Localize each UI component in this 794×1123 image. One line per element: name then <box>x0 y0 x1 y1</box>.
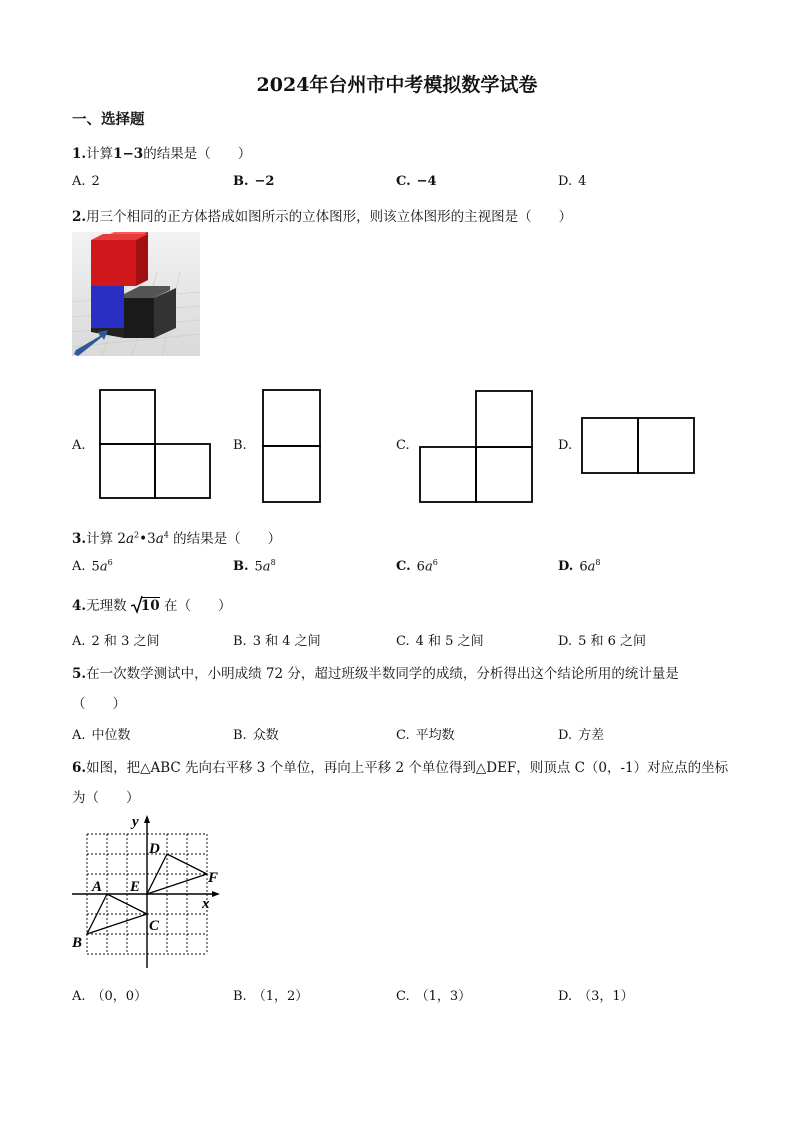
question-2 <box>72 205 572 225</box>
point-a-label: A <box>92 879 103 895</box>
q3-option-a[interactable]: A. $5a^6$ <box>72 558 113 575</box>
point-d-label: D <box>149 841 160 857</box>
math-expression: 1−3 <box>113 146 144 162</box>
q2-option-a-figure[interactable] <box>98 388 213 500</box>
q4-option-c[interactable]: C. 4 和 5 之间 <box>396 634 484 649</box>
q2-option-b-figure[interactable] <box>261 388 323 504</box>
q4-option-b[interactable]: B. 3 和 4 之间 <box>233 634 321 649</box>
point-f-label: F <box>208 870 219 886</box>
question-number: 1. <box>72 146 87 162</box>
section-heading: 一、选择题 <box>72 111 145 128</box>
q3-option-c[interactable]: C. $6a^6$ <box>396 558 438 575</box>
question-number: 2. <box>72 209 87 225</box>
coordinate-graph <box>70 812 230 972</box>
point-e-label: E <box>130 879 141 895</box>
page-title: 2024年台州市中考模拟数学试卷 <box>256 74 538 96</box>
q2-option-c-label[interactable]: C. <box>396 438 410 453</box>
q6-option-d[interactable]: D. （3，1） <box>558 989 634 1004</box>
question-5: 5.在一次数学测试中，小明成绩 72 分，超过班级半数同学的成绩，分析得出这个结论所用的统计量是 <box>72 666 679 682</box>
question-1 <box>72 142 251 162</box>
q2-option-a-label[interactable]: A. <box>72 438 86 453</box>
q5-option-d[interactable]: D. 方差 <box>558 728 605 743</box>
q2-option-d-label[interactable]: D. <box>558 438 573 453</box>
q1-option-b[interactable]: B. −2 <box>233 174 275 189</box>
q2-option-b-label[interactable]: B. <box>233 438 247 453</box>
sqrt-icon <box>131 596 143 614</box>
point-b-label: B <box>72 935 83 951</box>
q2-option-c-figure[interactable] <box>418 389 534 504</box>
question-text: 的结果是（ ） <box>143 146 252 162</box>
question-text: 用三个相同的正方体搭成如图所示的立体图形，则该立体图形的主视图是（ ） <box>86 209 573 225</box>
question-6-line2: 为（ ） <box>72 790 140 806</box>
point-c-label: C <box>149 918 160 934</box>
q4-option-a[interactable]: A. 2 和 3 之间 <box>72 634 160 649</box>
question-5-paren: （ ） <box>72 696 126 712</box>
cube-solid-image <box>72 232 200 356</box>
question-6: 6.如图，把△ABC 先向右平移 3 个单位，再向上平移 2 个单位得到△DEF，则顶点 C（0，-1）对应点的坐标 <box>72 760 729 776</box>
q1-option-d[interactable]: D. 4 <box>558 174 587 189</box>
y-axis-label: y <box>132 814 139 830</box>
sqrt-expression: 10 <box>131 598 160 614</box>
q5-option-c[interactable]: C. 平均数 <box>396 728 455 743</box>
question-4: 4.无理数 10 在（ ） <box>72 598 232 614</box>
q6-option-a[interactable]: A. （0，0） <box>72 989 148 1004</box>
question-text: 计算 <box>86 146 114 162</box>
q3-option-d[interactable]: D. $6a^8$ <box>558 558 601 575</box>
q4-option-d[interactable]: D. 5 和 6 之间 <box>558 634 647 649</box>
q1-option-c[interactable]: C. −4 <box>396 174 437 189</box>
q5-option-a[interactable]: A. 中位数 <box>72 728 131 743</box>
q3-option-b[interactable]: B. $5a^8$ <box>233 558 276 575</box>
x-axis-label: x <box>202 896 210 912</box>
q1-option-a[interactable]: A. 2 <box>72 174 100 189</box>
q2-option-d-figure[interactable] <box>580 416 696 475</box>
q5-option-b[interactable]: B. 众数 <box>233 728 279 743</box>
q6-option-c[interactable]: C. （1，3） <box>396 989 472 1004</box>
q6-option-b[interactable]: B. （1，2） <box>233 989 309 1004</box>
question-3: 3.计算 $2a^2•3a^4$ 的结果是（ ） <box>72 530 282 547</box>
